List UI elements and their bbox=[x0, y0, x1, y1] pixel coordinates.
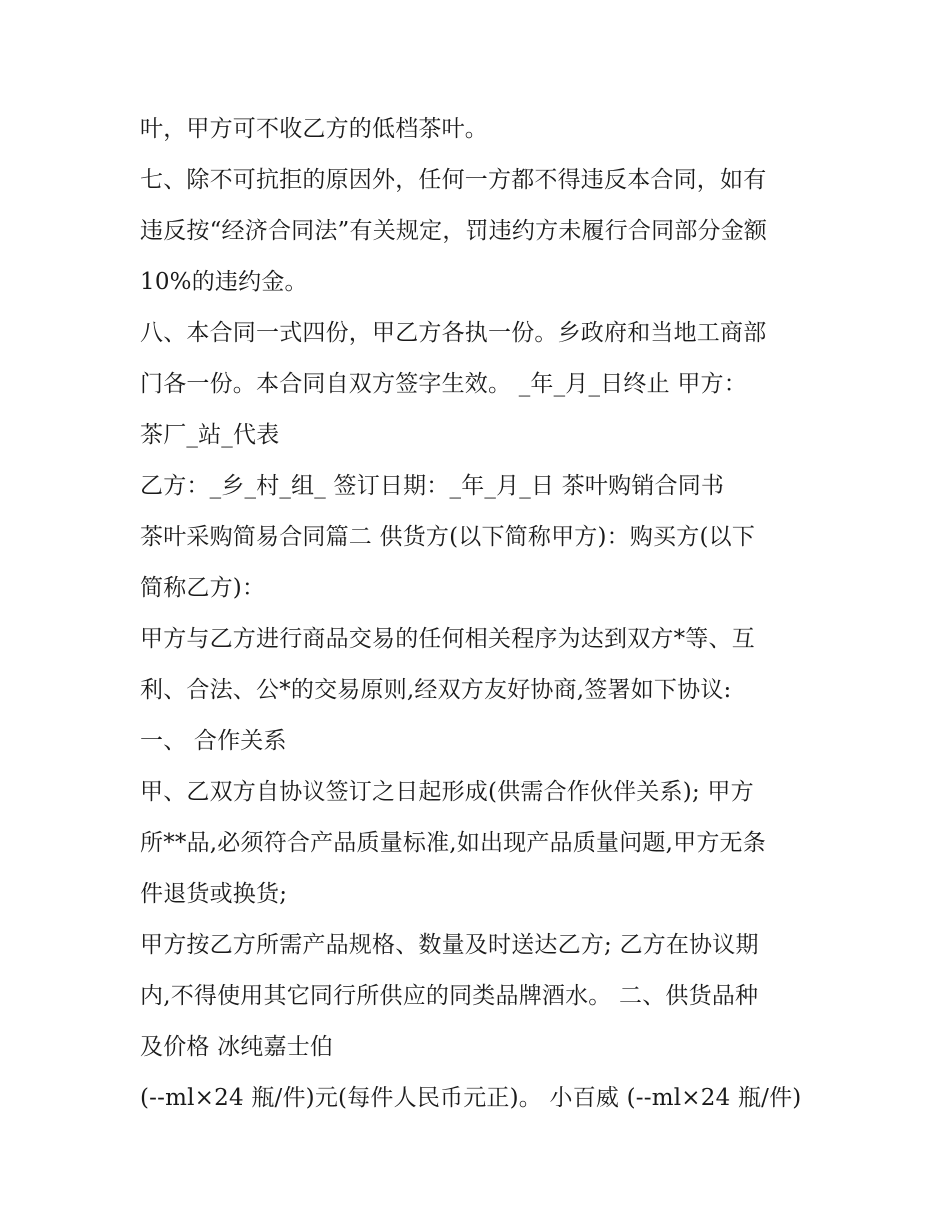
text-line: 甲方与乙方进行商品交易的任何相关程序为达到双方*等、互 bbox=[140, 626, 755, 652]
text-line: (--ml×24 瓶/件)元(每件人民币元正)。 小百威 (--ml×24 瓶/件) bbox=[140, 1085, 802, 1111]
text-line: 茶厂_站_代表 bbox=[140, 422, 280, 448]
text-line: 乙方：_乡_村_组_ 签订日期：_年_月_日 茶叶购销合同书 bbox=[140, 473, 725, 499]
text-line: 所**品,必须符合产品质量标准,如出现产品质量问题,甲方无条 bbox=[140, 830, 766, 856]
text-line: 叶，甲方可不收乙方的低档茶叶。 bbox=[140, 116, 488, 142]
section-heading: 一、 合作关系 bbox=[140, 728, 287, 754]
text-line: 甲、乙双方自协议签订之日起形成(供需合作伙伴关系); 甲方 bbox=[140, 779, 754, 805]
text-line: 七、除不可抗拒的原因外，任何一方都不得违反本合同，如有 bbox=[140, 167, 767, 193]
text-line: 八、本合同一式四份，甲乙方各执一份。乡政府和当地工商部 bbox=[140, 320, 767, 346]
text-line: 门各一份。本合同自双方签字生效。 _年_月_日终止 甲方： bbox=[140, 371, 747, 397]
text-line: 甲方按乙方所需产品规格、数量及时送达乙方; 乙方在协议期 bbox=[140, 932, 759, 958]
text-line: 及价格 冰纯嘉士伯 bbox=[140, 1034, 334, 1060]
text-line: 茶叶采购简易合同篇二 供货方(以下简称甲方)：购买方(以下 bbox=[140, 524, 756, 550]
text-line: 件退货或换货; bbox=[140, 881, 288, 907]
text-line: 10%的违约金。 bbox=[140, 269, 308, 295]
text-line: 简称乙方)： bbox=[140, 575, 266, 601]
text-line: 内,不得使用其它同行所供应的同类品牌酒水。 二、供货品种 bbox=[140, 983, 759, 1009]
text-line: 利、合法、公*的交易原则,经双方友好协商,签署如下协议: bbox=[140, 677, 732, 703]
text-line: 违反按“经济合同法”有关规定，罚违约方未履行合同部分金额 bbox=[140, 218, 768, 244]
